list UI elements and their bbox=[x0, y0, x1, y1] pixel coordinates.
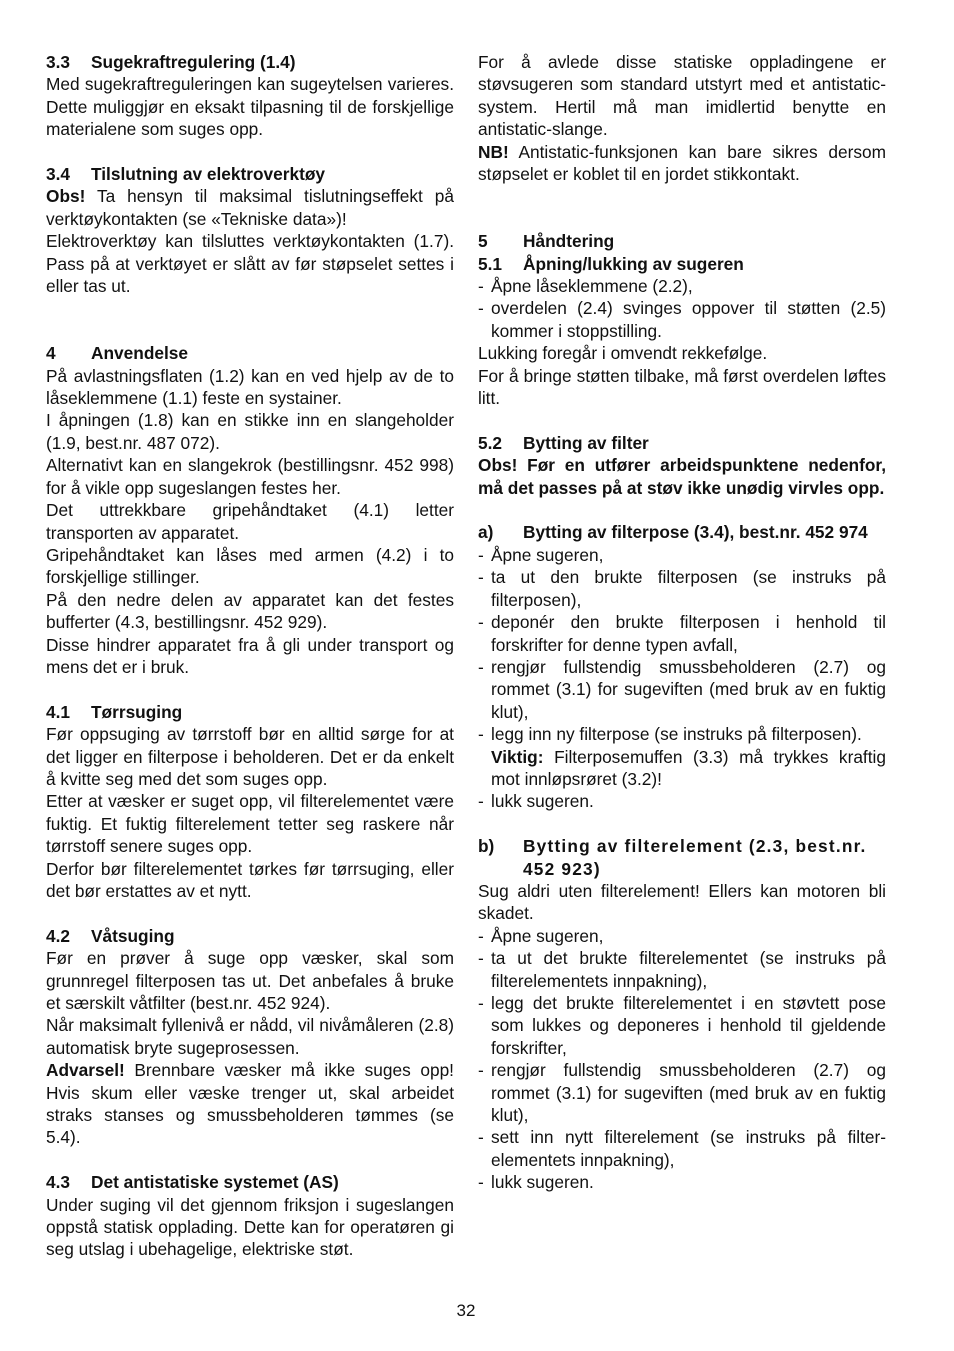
warning-text: Brennbare væsker må ikke suges opp! Hvis skum eller væske trenger ut, skal arbeidet straks stanses og smussbeholderen tømmes (se 5.4). bbox=[46, 1060, 454, 1148]
list-item: - Åpne sugeren, bbox=[478, 544, 604, 565]
section-title: Tilslutning av elektroverktøy bbox=[91, 164, 326, 185]
nb-label: NB! bbox=[478, 141, 509, 162]
list-item: - deponér den brukte filterposen i henhold til forskrifter for denne typen avfall, bbox=[478, 612, 886, 655]
list-item: - ta ut den brukte filterposen (se instruks på filterposen), bbox=[478, 567, 886, 610]
section-heading-3-3 bbox=[46, 51, 454, 73]
paragraph: Gripehåndtaket kan låses med armen (4.2) i to forskjellige stillinger. bbox=[46, 544, 454, 588]
paragraph: Disse hindrer apparatet fra å gli under transport og mens det er i bruk. bbox=[46, 634, 454, 677]
paragraph bbox=[478, 141, 886, 186]
subsection-letter: b) bbox=[478, 836, 495, 857]
list-item: - lukk sugeren. bbox=[478, 791, 594, 812]
list-item: - lukk sugeren. bbox=[478, 1172, 594, 1193]
section-title: Det antistatiske systemet (AS) bbox=[91, 1172, 339, 1193]
paragraph: Sug aldri uten filterelement! Ellers kan motoren bli skadet. bbox=[478, 880, 886, 924]
section-number: 3.3 bbox=[46, 52, 71, 72]
section-title: Våtsuging bbox=[91, 925, 175, 946]
list-item: - ta ut det brukte filterelementet (se instruks på filterelementets innpakning), bbox=[478, 948, 886, 991]
section-number: 5 bbox=[478, 231, 488, 252]
section-title: Åpning/lukking av sugeren bbox=[523, 253, 744, 274]
section-title: Bytting av filter bbox=[523, 432, 649, 453]
paragraph: På den nedre delen av apparatet kan det festes bufferter (4.3, bestillingsnr. 452 929). bbox=[46, 589, 454, 633]
paragraph: Under suging vil det gjennom friksjon i sugeslangen oppstå statisk opplading. Dette kan for operatøren gi seg utslag i ubehagelige, elektriske støt. bbox=[46, 1194, 454, 1260]
section-number: 3.4 bbox=[46, 164, 71, 185]
section-number: 4.3 bbox=[46, 1172, 71, 1193]
page-number: 32 bbox=[456, 1301, 476, 1320]
subsection-heading-a bbox=[478, 521, 886, 543]
section-title: Anvendelse bbox=[91, 343, 189, 364]
obs-label: Obs! bbox=[46, 186, 86, 207]
section-heading-3-4 bbox=[46, 163, 454, 185]
left-column bbox=[46, 51, 454, 1261]
list-item: - Åpne sugeren, bbox=[478, 925, 604, 946]
section-number: 4.1 bbox=[46, 701, 71, 722]
list-item: - Åpne låseklemmene (2.2), bbox=[478, 276, 693, 297]
paragraph: Etter at væsker er suget opp, vil filterelementet være fuktig. Et fuktig filterelement tetter seg raskere når tørrstoff senere suges opp. bbox=[46, 791, 454, 857]
paragraph: Derfor bør filterelementet tørkes før tørrsuging, eller det bør erstattes av et nytt. bbox=[46, 858, 454, 901]
list-item: - rengjør fullstendig smussbeholderen (2.7) og rommet (3.1) for sugeviften (med bruk av en fuktig klut), bbox=[478, 1060, 886, 1126]
warning-paragraph: Obs! Før en utfører arbeidspunktene nedenfor, må det passes på at støv ikke unødig virvles opp. bbox=[478, 455, 886, 498]
paragraph: Før oppsuging av tørrstoff bør en alltid sørge for at det ligger en filterpose i beholderen. Det er da enkelt å kvitte seg med det som suges opp. bbox=[46, 724, 454, 789]
list-item: - legg det brukte filterelementet i en støvtett pose som lukkes og deponeres i henhold til gjeldende forskrifter, bbox=[478, 993, 886, 1058]
paragraph: For å avlede disse statiske oppladingene er støvsugeren som standard utstyrt med et antistatic-system. Hertil må man imidlertid benytte en antistatic-slange. bbox=[478, 52, 886, 140]
section-heading-4-2 bbox=[46, 925, 454, 947]
list-item: - sett inn nytt filterelement (se instruks på filter-elementets innpakning), bbox=[478, 1127, 886, 1170]
subsection-letter: a) bbox=[478, 522, 494, 543]
subsection-title: Bytting av filterelement (2.3, best.nr. 452 923) bbox=[523, 836, 867, 879]
section-title: Håndtering bbox=[523, 231, 615, 252]
paragraph: Når maksimalt fyllenivå er nådd, vil nivåmåleren (2.8) automatisk bryte sugeprosessen. bbox=[46, 1015, 454, 1058]
list-item: - legg inn ny filterpose (se instruks på filterposen). bbox=[478, 724, 862, 745]
paragraph: Elektroverktøy kan tilsluttes verktøykontakten (1.7). Pass på at verktøyet er slått av før støpselet settes i eller tas ut. bbox=[46, 231, 454, 297]
section-number: 4.2 bbox=[46, 925, 71, 946]
nb-text: Antistatic-funksjonen kan bare sikres dersom støpselet er koblet til en jordet stikkontakt. bbox=[478, 141, 886, 185]
warning-label: Advarsel! bbox=[46, 1060, 125, 1081]
section-heading-5-1 bbox=[478, 253, 886, 275]
section-number: 5.2 bbox=[478, 432, 503, 453]
important-note bbox=[478, 746, 886, 791]
obs-text: Ta hensyn til maksimal tislutningseffekt på verktøykontakten (se «Tekniske data»)! bbox=[46, 186, 454, 229]
section-number: 5.1 bbox=[478, 253, 503, 274]
paragraph: På avlastningsflaten (1.2) kan en ved hjelp av de to låseklemmene (1.1) feste en systainer. bbox=[46, 365, 454, 409]
subsection-heading-b bbox=[478, 835, 886, 880]
list-item: - rengjør fullstendig smussbeholderen (2.7) og rommet (3.1) for sugeviften (med bruk av en fuktig klut), bbox=[478, 656, 886, 722]
section-title: Sugekraftregulering (1.4) bbox=[91, 52, 296, 72]
section-title: Tørrsuging bbox=[91, 701, 183, 722]
section-heading-4-3 bbox=[46, 1171, 454, 1193]
paragraph: Med sugekraftreguleringen kan sugeytelsen varieres. Dette muliggjør en eksakt tilpasning til de forskjellige materialene som suges opp. bbox=[46, 74, 454, 140]
paragraph bbox=[46, 185, 454, 230]
paragraph: Alternativt kan en slangekrok (bestillingsnr. 452 998) for å vikle opp sugeslangen festes her. bbox=[46, 455, 454, 498]
section-heading-5-2 bbox=[478, 432, 886, 454]
important-label: Viktig: bbox=[491, 746, 544, 767]
right-column bbox=[478, 51, 886, 1194]
list-item: - overdelen (2.4) svinges oppover til støtten (2.5) kommer i stoppstilling. bbox=[478, 298, 886, 341]
important-text: Filterposemuffen (3.3) må trykkes kraftig mot innløpsrøret (3.2)! bbox=[491, 746, 886, 789]
paragraph bbox=[46, 1059, 454, 1149]
paragraph: For å bringe støtten tilbake, må først overdelen løftes litt. bbox=[478, 365, 886, 409]
subsection-title: Bytting av filterpose (3.4), best.nr. 452 974 bbox=[523, 522, 868, 543]
section-heading-5 bbox=[478, 230, 886, 252]
paragraph: Før en prøver å suge opp væsker, skal som grunnregel filterposen tas ut. Det anbefales å bruke et særskilt våtfilter (best.nr. 452 924). bbox=[46, 948, 454, 1013]
paragraph: Lukking foregår i omvendt rekkefølge. bbox=[478, 343, 768, 364]
section-heading-4-1 bbox=[46, 701, 454, 723]
paragraph: Det uttrekkbare gripehåndtaket (4.1) letter transporten av apparatet. bbox=[46, 500, 454, 543]
paragraph: I åpningen (1.8) kan en stikke inn en slangeholder (1.9, best.nr. 487 072). bbox=[46, 410, 454, 453]
section-number: 4 bbox=[46, 343, 56, 364]
section-heading-4 bbox=[46, 342, 454, 364]
